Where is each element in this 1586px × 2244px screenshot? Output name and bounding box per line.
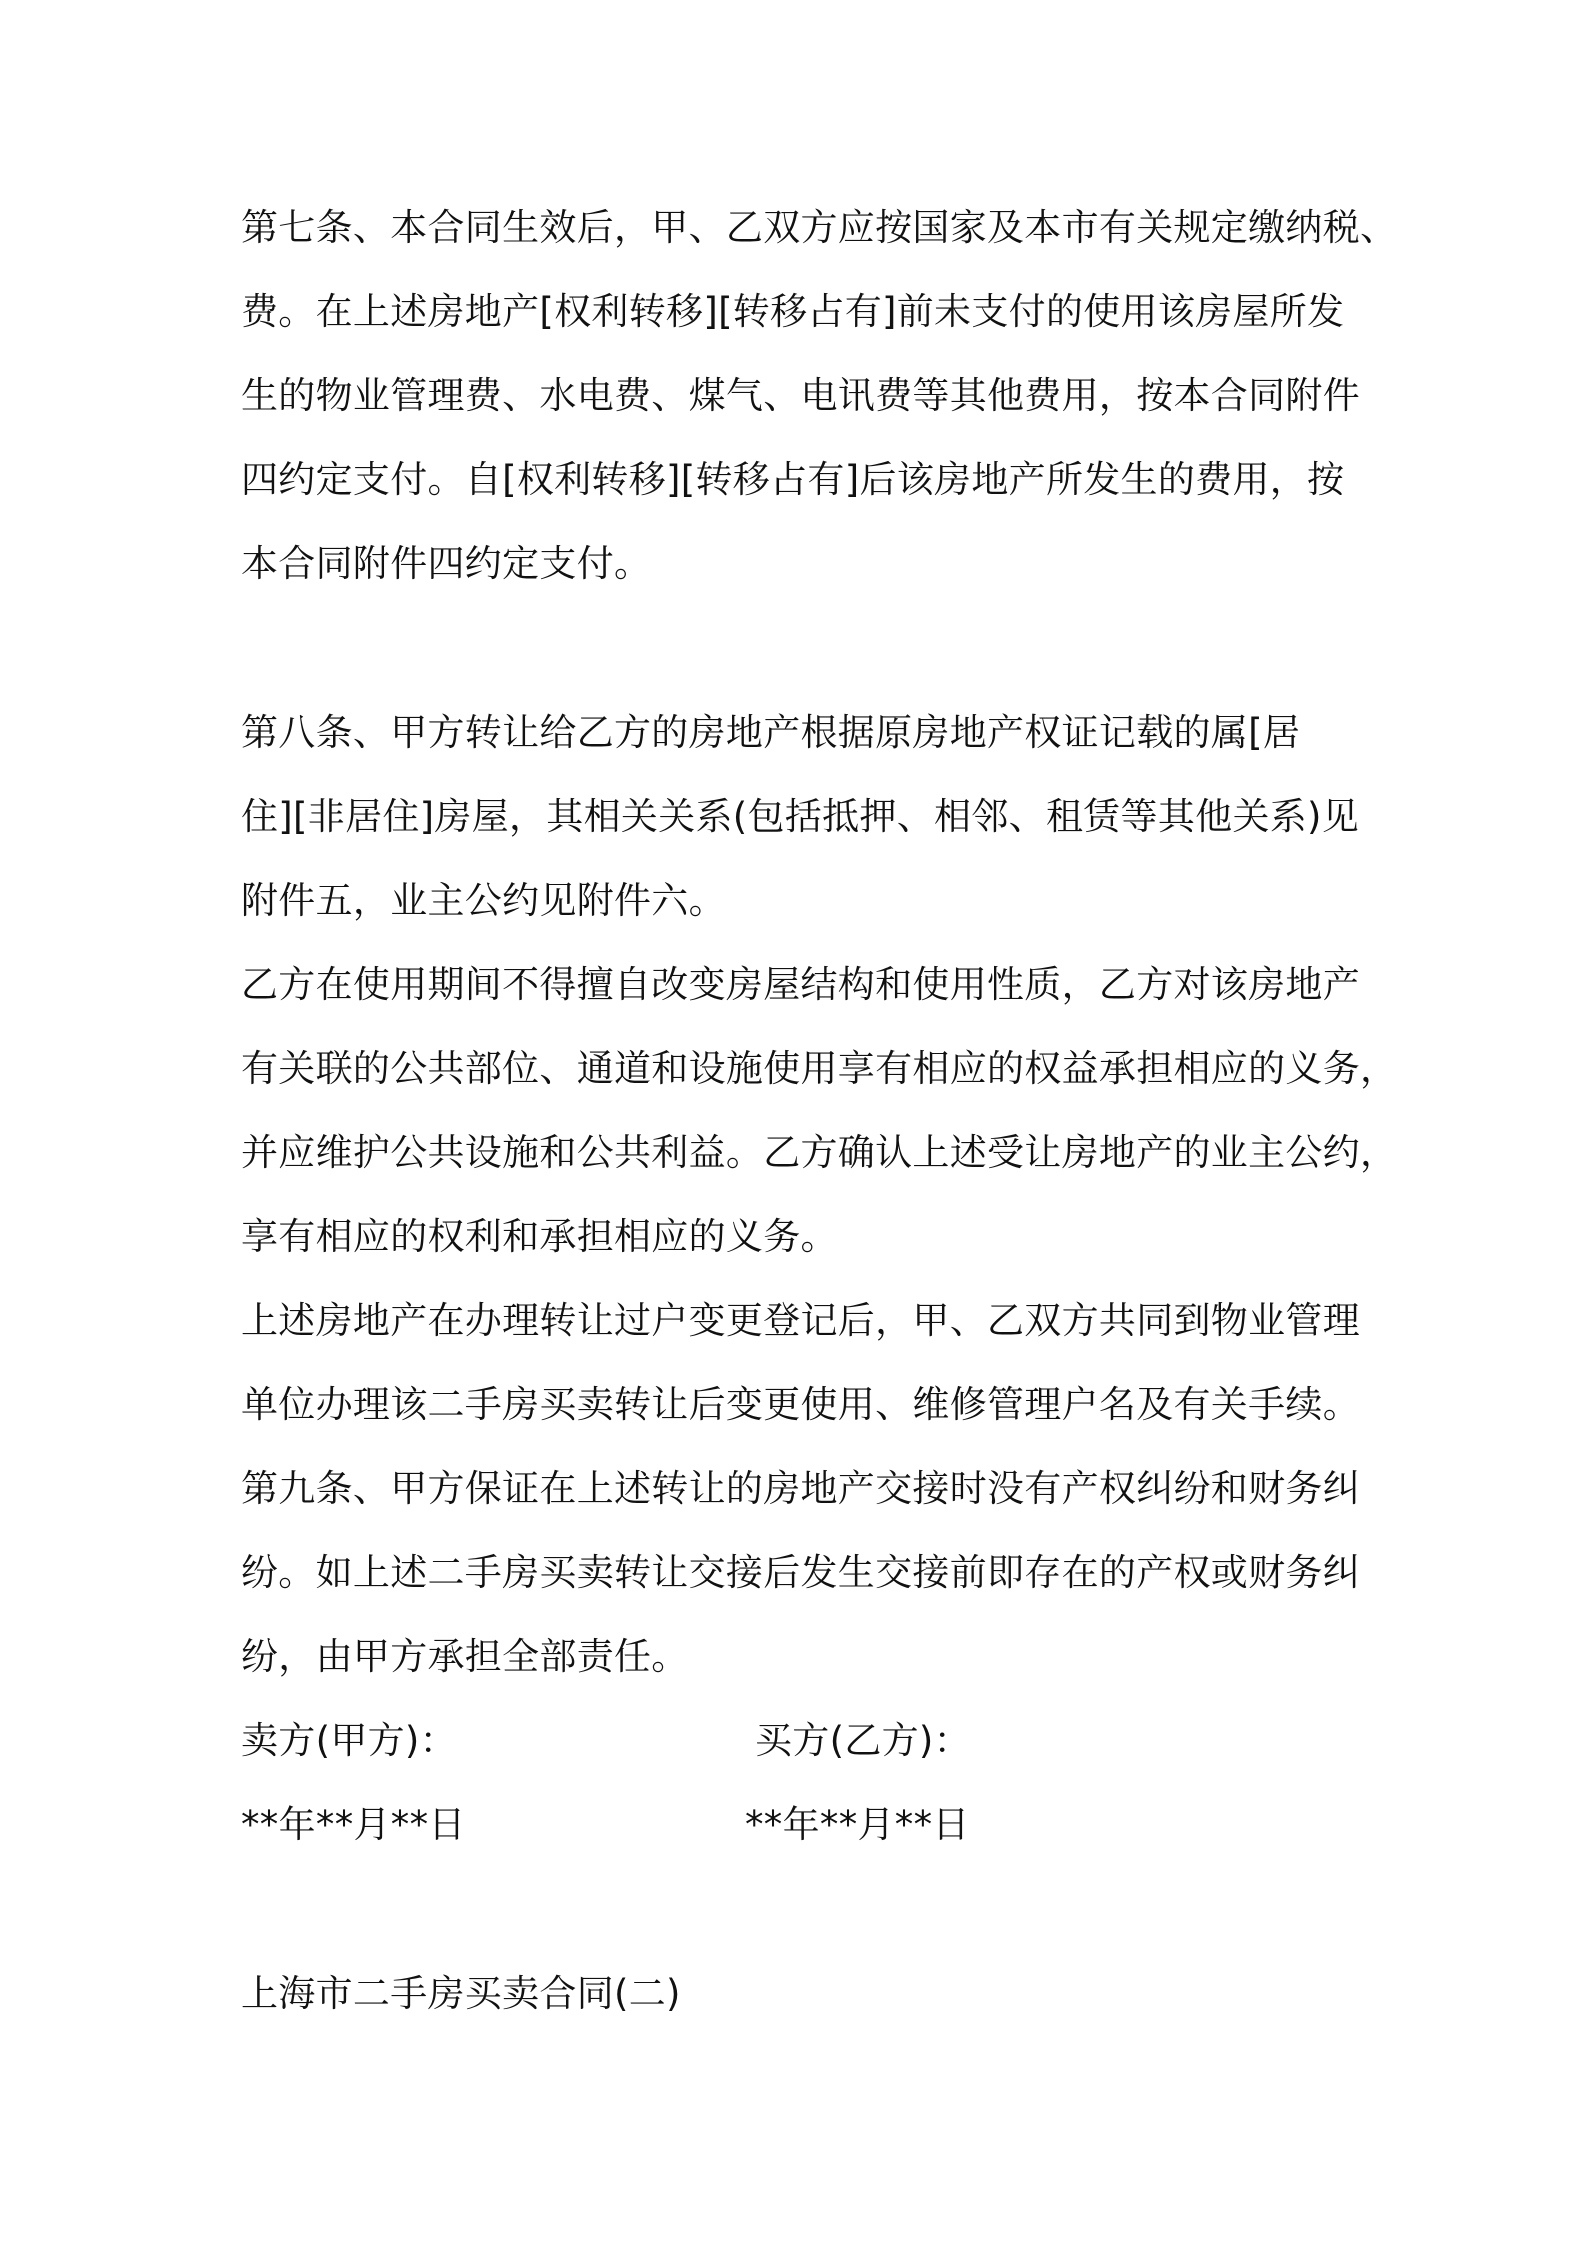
buyer-date: **年**月**日 [745, 1803, 970, 1846]
article-8-line-8: 上述房地产在办理转让过户变更登记后，甲、乙双方共同到物业管理 [241, 1299, 1360, 1342]
article-7-line-2: 费。在上述房地产[权利转移][转移占有]前未支付的使用该房屋所发 [241, 290, 1345, 333]
article-8-line-9: 单位办理该二手房买卖转让后变更使用、维修管理户名及有关手续。 [241, 1383, 1360, 1426]
article-8-line-6: 并应维护公共设施和公共利益。乙方确认上述受让房地产的业主公约， [241, 1131, 1398, 1174]
article-9-line-2: 纷。如上述二手房买卖转让交接后发生交接前即存在的产权或财务纠 [241, 1551, 1360, 1594]
article-7-line-1: 第七条、本合同生效后，甲、乙双方应按国家及本市有关规定缴纳税、 [241, 206, 1398, 249]
seller-date: **年**月**日 [241, 1803, 466, 1846]
next-contract-title: 上海市二手房买卖合同(二) [241, 1972, 681, 2015]
article-8-line-1: 第八条、甲方转让给乙方的房地产根据原房地产权证记载的属[居 [241, 711, 1301, 754]
article-7-line-5: 本合同附件四约定支付。 [241, 542, 652, 585]
article-8-line-5: 有关联的公共部位、通道和设施使用享有相应的权益承担相应的义务， [241, 1047, 1398, 1090]
article-8-line-7: 享有相应的权利和承担相应的义务。 [241, 1215, 838, 1258]
article-8-line-4: 乙方在使用期间不得擅自改变房屋结构和使用性质，乙方对该房地产 [241, 963, 1360, 1006]
seller-label: 卖方(甲方)： [241, 1719, 457, 1762]
buyer-label: 买方(乙方)： [755, 1719, 971, 1762]
article-9-line-1: 第九条、甲方保证在上述转让的房地产交接时没有产权纠纷和财务纠 [241, 1467, 1360, 1510]
article-8-line-3: 附件五，业主公约见附件六。 [241, 879, 726, 922]
article-8-line-2: 住][非居住]房屋，其相关关系(包括抵押、相邻、租赁等其他关系)见 [241, 795, 1360, 838]
article-7-line-3: 生的物业管理费、水电费、煤气、电讯费等其他费用，按本合同附件 [241, 374, 1360, 417]
article-7-line-4: 四约定支付。自[权利转移][转移占有]后该房地产所发生的费用，按 [241, 458, 1345, 501]
article-9-line-3: 纷，由甲方承担全部责任。 [241, 1635, 689, 1678]
